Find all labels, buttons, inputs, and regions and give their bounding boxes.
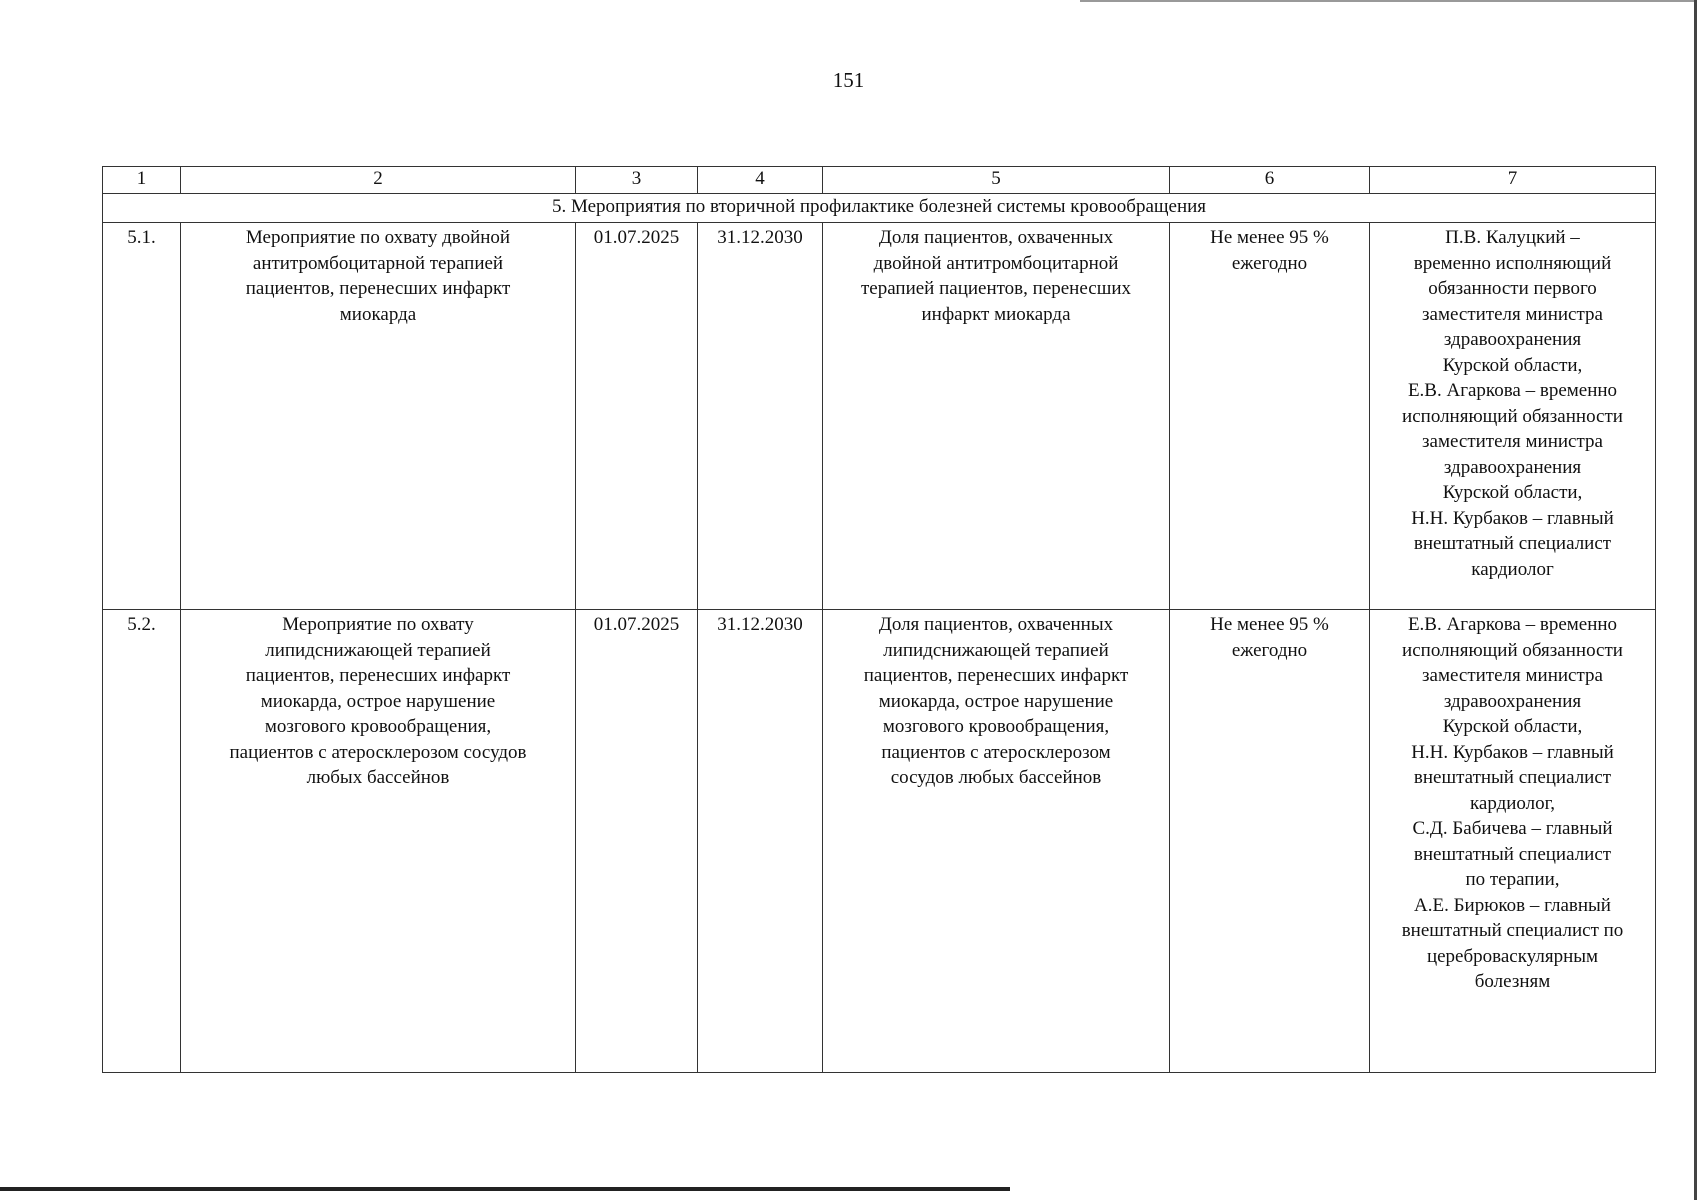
- responsible-persons: П.В. Калуцкий – временно исполняющий обязанности первого заместителя министра здравоохранения Курской области, Е.В. Агаркова – временно исполняющий обязанности заместителя министра здравоохранения Курской области, Н.Н. Курбаков – главный внештатный специалист кардиолог: [1370, 223, 1656, 610]
- target-value: Не менее 95 % ежегодно: [1170, 223, 1370, 610]
- table-row: [103, 610, 1656, 1073]
- section-header-row: [103, 194, 1656, 223]
- column-number: 1: [103, 167, 181, 194]
- row-number: 5.2.: [103, 610, 181, 1073]
- responsible-persons: Е.В. Агаркова – временно исполняющий обязанности заместителя министра здравоохранения Курской области, Н.Н. Курбаков – главный внештатный специалист кардиолог, С.Д. Бабичева – главный внештатный специалист по терапии, А.Е. Бирюков – главный внештатный специалист по цереброваскулярным болезням: [1370, 610, 1656, 1073]
- start-date: 01.07.2025: [576, 610, 698, 1073]
- column-number: 2: [181, 167, 576, 194]
- page-number: 151: [832, 68, 865, 92]
- end-date: 31.12.2030: [698, 610, 823, 1073]
- column-number-row: [103, 167, 1656, 194]
- table-row: [103, 223, 1656, 610]
- column-number: 3: [576, 167, 698, 194]
- column-number: 5: [823, 167, 1170, 194]
- measures-table: [102, 166, 1656, 1073]
- scan-edge-bottom: [0, 1187, 1010, 1191]
- indicator-name: Доля пациентов, охваченных двойной антитромбоцитарной терапией пациентов, перенесших инфаркт миокарда: [823, 223, 1170, 610]
- row-number: 5.1.: [103, 223, 181, 610]
- column-number: 7: [1370, 167, 1656, 194]
- column-number: 6: [1170, 167, 1370, 194]
- scan-edge-top: [1080, 0, 1697, 2]
- measure-name: Мероприятие по охвату липидснижающей терапией пациентов, перенесших инфаркт миокарда, острое нарушение мозгового кровообращения, пациентов с атеросклерозом сосудов любых бассейнов: [181, 610, 576, 1073]
- indicator-name: Доля пациентов, охваченных липидснижающей терапией пациентов, перенесших инфаркт миокарда, острое нарушение мозгового кровообращения, пациентов с атеросклерозом сосудов любых бассейнов: [823, 610, 1170, 1073]
- measure-name: Мероприятие по охвату двойной антитромбоцитарной терапией пациентов, перенесших инфаркт миокарда: [181, 223, 576, 610]
- section-title: 5. Мероприятия по вторичной профилактике болезней системы кровообращения: [103, 194, 1656, 223]
- target-value: Не менее 95 % ежегодно: [1170, 610, 1370, 1073]
- end-date: 31.12.2030: [698, 223, 823, 610]
- start-date: 01.07.2025: [576, 223, 698, 610]
- column-number: 4: [698, 167, 823, 194]
